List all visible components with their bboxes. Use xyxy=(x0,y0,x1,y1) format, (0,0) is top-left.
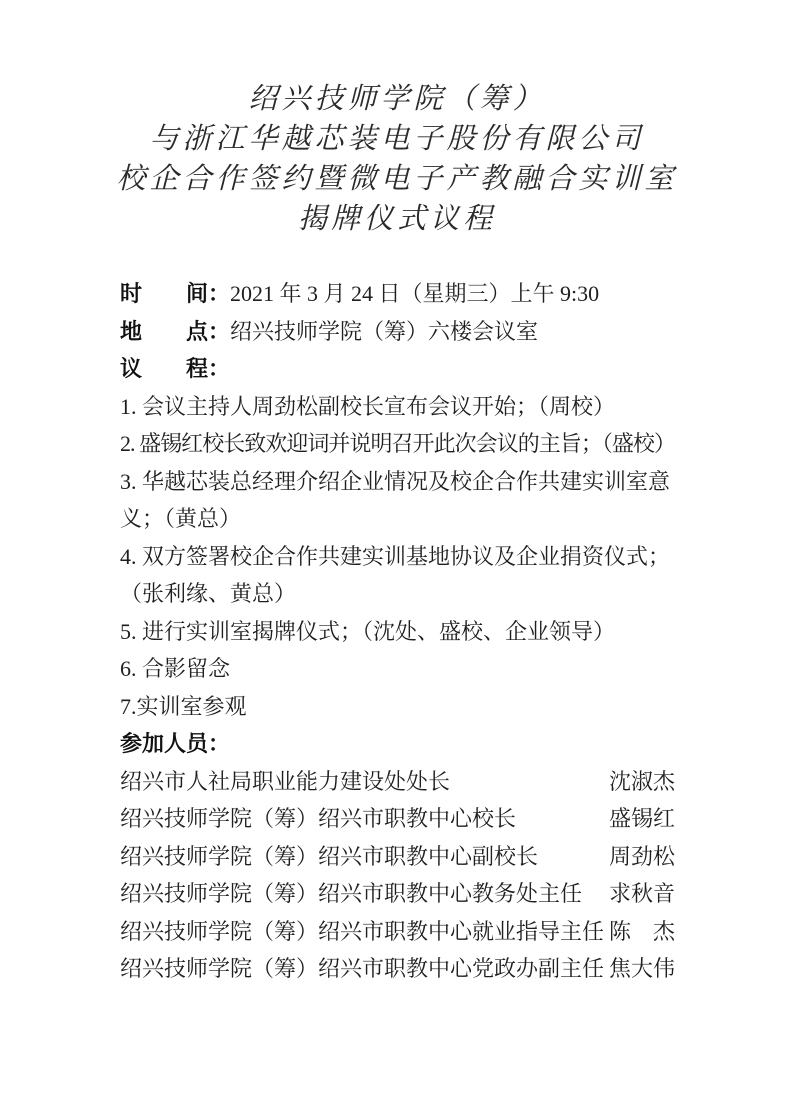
meta-label-time: 时 间： xyxy=(120,281,231,306)
participant-name: 盛锡红 xyxy=(608,806,675,831)
participant-name: 焦大伟 xyxy=(608,956,675,981)
participant-row-2 xyxy=(120,800,675,838)
participant-title: 绍兴技师学院（筹）绍兴市职教中心教务处主任 xyxy=(120,881,583,906)
agenda-item-3-line-1: 3. 华越芯装总经理介绍企业情况及校企合作共建实训室意 xyxy=(120,468,671,494)
participant-row-6 xyxy=(120,950,675,988)
meta-row-agenda xyxy=(120,350,675,388)
agenda-list xyxy=(120,388,675,726)
participant-row-1 xyxy=(120,763,675,801)
participant-row-3 xyxy=(120,838,675,876)
participant-title: 绍兴市人社局职业能力建设处处长 xyxy=(120,768,451,794)
participant-name: 陈 杰 xyxy=(608,918,675,944)
title-line-1: 绍兴技师学院（筹） xyxy=(248,83,546,115)
document-title xyxy=(0,79,794,239)
meta-value-location: 绍兴技师学院（筹）六楼会议室 xyxy=(230,318,539,344)
agenda-item-6: 6. 合影留念 xyxy=(120,656,231,681)
participant-title: 绍兴技师学院（筹）绍兴市职教中心党政办副主任 xyxy=(120,956,605,981)
participant-title: 绍兴技师学院（筹）绍兴市职教中心副校长 xyxy=(120,843,539,869)
agenda-item-1: 1. 会议主持人周劲松副校长宣布会议开始；（周校） xyxy=(120,393,616,419)
participant-name: 沈淑杰 xyxy=(608,768,675,794)
participant-row-5 xyxy=(120,913,675,951)
title-line-4: 揭牌仪式议程 xyxy=(297,203,496,235)
meta-row-location xyxy=(120,313,675,351)
agenda-item-7: 7.实训室参观 xyxy=(120,693,247,719)
title-line-3: 校企合作签约暨微电子产教融合实训室 xyxy=(116,163,678,195)
agenda-item-4-line-1: 4. 双方签署校企合作共建实训基地协议及企业捐资仪式； xyxy=(120,543,671,569)
title-line-2: 与浙江华越芯装电子股份有限公司 xyxy=(149,123,645,155)
agenda-item-2: 2. 盛锡红校长致欢迎词并说明召开此次会议的主旨；（盛校） xyxy=(120,431,676,456)
agenda-item-5: 5. 进行实训室揭牌仪式；（沈处、盛校、企业领导） xyxy=(120,618,616,644)
meta-value-time: 2021 年 3 月 24 日（星期三）上午 9:30 xyxy=(230,281,600,306)
agenda-item-4-line-2: （张利缘、黄总） xyxy=(120,581,297,606)
participant-name: 求秋音 xyxy=(608,881,675,906)
meta-row-time xyxy=(120,275,675,313)
agenda-item-3-line-2: 义；（黄总） xyxy=(120,506,242,531)
meta-label-location: 地 点： xyxy=(120,318,231,344)
document-body xyxy=(120,275,675,988)
meta-label-agenda: 议 程： xyxy=(120,356,231,381)
participant-row-4 xyxy=(120,875,675,913)
participants-heading: 参加人员： xyxy=(120,731,231,756)
participant-title: 绍兴技师学院（筹）绍兴市职教中心校长 xyxy=(120,806,517,831)
participant-name: 周劲松 xyxy=(608,843,675,869)
participants-list xyxy=(120,763,675,988)
participant-title: 绍兴技师学院（筹）绍兴市职教中心就业指导主任 xyxy=(120,918,605,944)
